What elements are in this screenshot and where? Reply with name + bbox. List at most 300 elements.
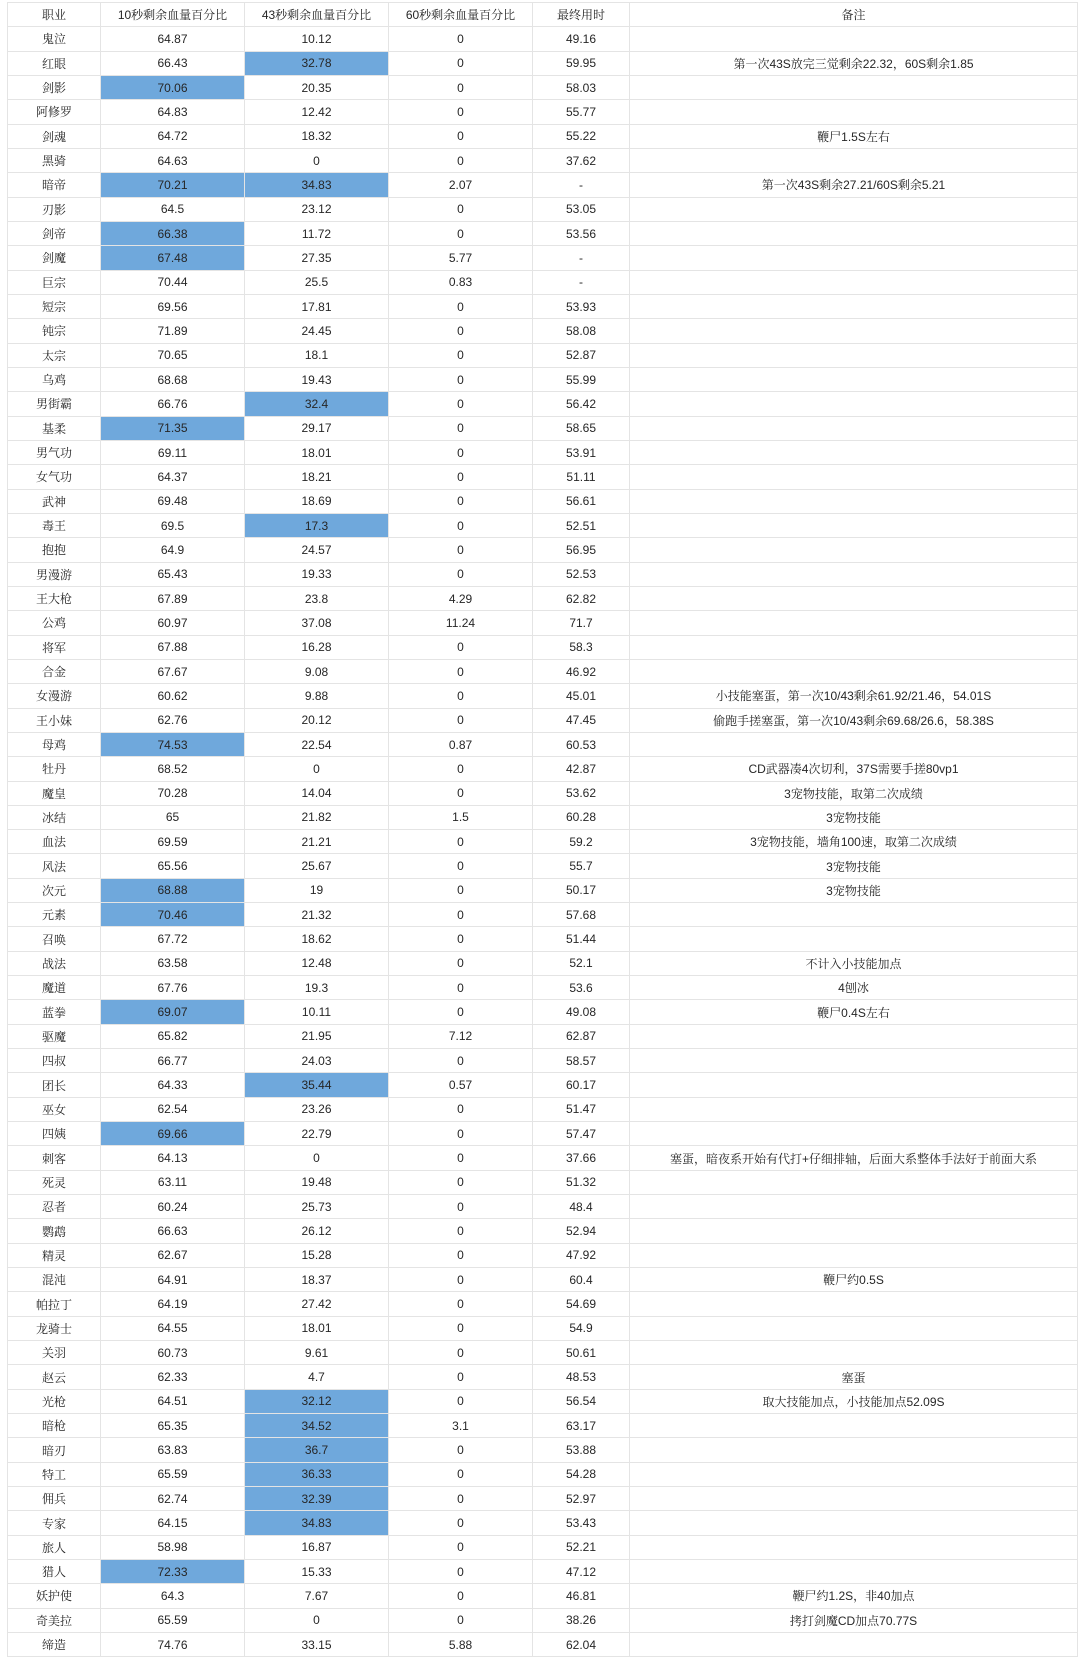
cell-ft[interactable]: 53.88 xyxy=(533,1438,630,1462)
cell-p10[interactable]: 68.88 xyxy=(101,878,245,902)
cell-p10[interactable]: 70.44 xyxy=(101,270,245,294)
cell-p43[interactable]: 10.12 xyxy=(245,27,389,51)
cell-note[interactable] xyxy=(630,635,1078,659)
cell-p60[interactable]: 0.83 xyxy=(389,270,533,294)
cell-p60[interactable]: 0 xyxy=(389,1243,533,1267)
cell-p60[interactable]: 3.1 xyxy=(389,1414,533,1438)
cell-p10[interactable]: 64.83 xyxy=(101,100,245,124)
cell-p10[interactable]: 66.77 xyxy=(101,1049,245,1073)
cell-note[interactable] xyxy=(630,27,1078,51)
cell-note[interactable]: 鞭尸约0.5S xyxy=(630,1268,1078,1292)
cell-c[interactable]: 阿修罗 xyxy=(8,100,101,124)
cell-p60[interactable]: 0 xyxy=(389,1049,533,1073)
column-header-p43[interactable]: 43秒剩余血量百分比 xyxy=(245,3,389,27)
cell-p60[interactable]: 1.5 xyxy=(389,805,533,829)
cell-p43[interactable]: 26.12 xyxy=(245,1219,389,1243)
cell-p43[interactable]: 9.88 xyxy=(245,684,389,708)
cell-p43[interactable]: 36.33 xyxy=(245,1462,389,1486)
cell-ft[interactable]: 52.21 xyxy=(533,1535,630,1559)
cell-p60[interactable]: 0 xyxy=(389,1511,533,1535)
cell-ft[interactable]: 46.81 xyxy=(533,1584,630,1608)
column-header-p10[interactable]: 10秒剩余血量百分比 xyxy=(101,3,245,27)
cell-c[interactable]: 蓝拳 xyxy=(8,1000,101,1024)
cell-ft[interactable]: 52.87 xyxy=(533,343,630,367)
cell-p10[interactable]: 65.59 xyxy=(101,1608,245,1632)
column-header-p60[interactable]: 60秒剩余血量百分比 xyxy=(389,3,533,27)
cell-p10[interactable]: 64.91 xyxy=(101,1268,245,1292)
cell-p43[interactable]: 10.11 xyxy=(245,1000,389,1024)
cell-ft[interactable]: 46.92 xyxy=(533,659,630,683)
cell-c[interactable]: 刺客 xyxy=(8,1146,101,1170)
cell-c[interactable]: 鹦鹉 xyxy=(8,1219,101,1243)
cell-p60[interactable]: 0 xyxy=(389,538,533,562)
cell-ft[interactable]: 62.87 xyxy=(533,1024,630,1048)
cell-c[interactable]: 专家 xyxy=(8,1511,101,1535)
cell-ft[interactable]: 47.12 xyxy=(533,1560,630,1584)
cell-p43[interactable]: 27.42 xyxy=(245,1292,389,1316)
cell-c[interactable]: 巨宗 xyxy=(8,270,101,294)
cell-note[interactable] xyxy=(630,659,1078,683)
cell-p10[interactable]: 71.35 xyxy=(101,416,245,440)
cell-p43[interactable]: 24.57 xyxy=(245,538,389,562)
cell-p60[interactable]: 0 xyxy=(389,27,533,51)
cell-ft[interactable]: 49.08 xyxy=(533,1000,630,1024)
cell-c[interactable]: 暗帝 xyxy=(8,173,101,197)
cell-note[interactable] xyxy=(630,538,1078,562)
cell-p43[interactable]: 19 xyxy=(245,878,389,902)
cell-p43[interactable]: 24.45 xyxy=(245,319,389,343)
cell-ft[interactable]: 60.4 xyxy=(533,1268,630,1292)
cell-p43[interactable]: 15.28 xyxy=(245,1243,389,1267)
cell-note[interactable] xyxy=(630,927,1078,951)
cell-p60[interactable]: 0 xyxy=(389,124,533,148)
cell-p10[interactable]: 65.43 xyxy=(101,562,245,586)
cell-note[interactable] xyxy=(630,513,1078,537)
cell-ft[interactable]: 60.28 xyxy=(533,805,630,829)
cell-note[interactable] xyxy=(630,367,1078,391)
cell-ft[interactable]: 53.05 xyxy=(533,197,630,221)
cell-c[interactable]: 死灵 xyxy=(8,1170,101,1194)
cell-p60[interactable]: 0 xyxy=(389,830,533,854)
cell-ft[interactable]: 49.16 xyxy=(533,27,630,51)
cell-c[interactable]: 将军 xyxy=(8,635,101,659)
cell-c[interactable]: 光枪 xyxy=(8,1389,101,1413)
cell-ft[interactable]: 59.2 xyxy=(533,830,630,854)
cell-p60[interactable]: 0.87 xyxy=(389,732,533,756)
cell-p10[interactable]: 70.21 xyxy=(101,173,245,197)
cell-p43[interactable]: 19.33 xyxy=(245,562,389,586)
cell-p43[interactable]: 37.08 xyxy=(245,611,389,635)
cell-p43[interactable]: 20.35 xyxy=(245,75,389,99)
cell-ft[interactable]: 62.82 xyxy=(533,586,630,610)
cell-c[interactable]: 牡丹 xyxy=(8,757,101,781)
cell-p43[interactable]: 18.32 xyxy=(245,124,389,148)
cell-p43[interactable]: 19.3 xyxy=(245,976,389,1000)
cell-p43[interactable]: 0 xyxy=(245,757,389,781)
cell-p10[interactable]: 74.53 xyxy=(101,732,245,756)
cell-p10[interactable]: 69.11 xyxy=(101,440,245,464)
cell-p60[interactable]: 0 xyxy=(389,1195,533,1219)
cell-p60[interactable]: 0 xyxy=(389,440,533,464)
cell-p60[interactable]: 0 xyxy=(389,367,533,391)
cell-note[interactable] xyxy=(630,1438,1078,1462)
cell-p10[interactable]: 60.73 xyxy=(101,1341,245,1365)
cell-note[interactable]: 塞蛋 xyxy=(630,1365,1078,1389)
cell-p60[interactable]: 0 xyxy=(389,75,533,99)
cell-p60[interactable]: 0 xyxy=(389,1365,533,1389)
cell-ft[interactable]: 57.68 xyxy=(533,903,630,927)
cell-p60[interactable]: 0 xyxy=(389,1316,533,1340)
cell-note[interactable]: 4刨冰 xyxy=(630,976,1078,1000)
cell-c[interactable]: 王大枪 xyxy=(8,586,101,610)
cell-note[interactable]: 3宠物技能 xyxy=(630,805,1078,829)
cell-ft[interactable]: 58.65 xyxy=(533,416,630,440)
cell-p10[interactable]: 64.72 xyxy=(101,124,245,148)
cell-note[interactable] xyxy=(630,197,1078,221)
cell-p10[interactable]: 65.56 xyxy=(101,854,245,878)
cell-c[interactable]: 合金 xyxy=(8,659,101,683)
cell-p10[interactable]: 63.11 xyxy=(101,1170,245,1194)
cell-p10[interactable]: 64.33 xyxy=(101,1073,245,1097)
cell-ft[interactable]: 55.77 xyxy=(533,100,630,124)
cell-c[interactable]: 乌鸡 xyxy=(8,367,101,391)
cell-p60[interactable]: 0 xyxy=(389,635,533,659)
cell-p43[interactable]: 7.67 xyxy=(245,1584,389,1608)
cell-ft[interactable]: 52.97 xyxy=(533,1487,630,1511)
cell-p43[interactable]: 18.21 xyxy=(245,465,389,489)
cell-note[interactable]: 取大技能加点，小技能加点52.09S xyxy=(630,1389,1078,1413)
cell-ft[interactable]: 51.11 xyxy=(533,465,630,489)
cell-p43[interactable]: 16.28 xyxy=(245,635,389,659)
cell-p10[interactable]: 60.97 xyxy=(101,611,245,635)
cell-ft[interactable]: 63.17 xyxy=(533,1414,630,1438)
cell-c[interactable]: 关羽 xyxy=(8,1341,101,1365)
cell-p10[interactable]: 62.74 xyxy=(101,1487,245,1511)
cell-p43[interactable]: 36.7 xyxy=(245,1438,389,1462)
cell-note[interactable] xyxy=(630,1511,1078,1535)
cell-c[interactable]: 缔造 xyxy=(8,1632,101,1656)
cell-p60[interactable]: 0 xyxy=(389,1146,533,1170)
cell-c[interactable]: 男气功 xyxy=(8,440,101,464)
cell-note[interactable] xyxy=(630,1560,1078,1584)
cell-p60[interactable]: 0 xyxy=(389,294,533,318)
cell-note[interactable] xyxy=(630,1341,1078,1365)
cell-p60[interactable]: 0 xyxy=(389,1462,533,1486)
cell-ft[interactable]: - xyxy=(533,173,630,197)
cell-p10[interactable]: 64.63 xyxy=(101,148,245,172)
cell-ft[interactable]: 62.04 xyxy=(533,1632,630,1656)
cell-ft[interactable]: 45.01 xyxy=(533,684,630,708)
cell-p10[interactable]: 65.59 xyxy=(101,1462,245,1486)
cell-p10[interactable]: 65.82 xyxy=(101,1024,245,1048)
cell-p10[interactable]: 64.15 xyxy=(101,1511,245,1535)
cell-note[interactable] xyxy=(630,1097,1078,1121)
cell-p10[interactable]: 69.07 xyxy=(101,1000,245,1024)
cell-c[interactable]: 巫女 xyxy=(8,1097,101,1121)
cell-p60[interactable]: 0 xyxy=(389,1487,533,1511)
cell-ft[interactable]: 50.17 xyxy=(533,878,630,902)
cell-c[interactable]: 短宗 xyxy=(8,294,101,318)
cell-p60[interactable]: 0 xyxy=(389,1268,533,1292)
cell-p10[interactable]: 67.67 xyxy=(101,659,245,683)
cell-note[interactable] xyxy=(630,1292,1078,1316)
cell-p10[interactable]: 66.63 xyxy=(101,1219,245,1243)
cell-p43[interactable]: 18.69 xyxy=(245,489,389,513)
cell-p43[interactable]: 9.61 xyxy=(245,1341,389,1365)
cell-p60[interactable]: 5.88 xyxy=(389,1632,533,1656)
cell-ft[interactable]: 47.92 xyxy=(533,1243,630,1267)
cell-p10[interactable]: 69.66 xyxy=(101,1122,245,1146)
cell-p43[interactable]: 12.48 xyxy=(245,951,389,975)
cell-p43[interactable]: 21.32 xyxy=(245,903,389,927)
cell-p10[interactable]: 63.58 xyxy=(101,951,245,975)
cell-p43[interactable]: 32.39 xyxy=(245,1487,389,1511)
cell-p10[interactable]: 60.24 xyxy=(101,1195,245,1219)
cell-note[interactable] xyxy=(630,1316,1078,1340)
cell-p43[interactable]: 17.81 xyxy=(245,294,389,318)
cell-note[interactable]: 塞蛋，暗夜系开始有代打+仔细排轴，后面大系整体手法好于前面大系 xyxy=(630,1146,1078,1170)
cell-p60[interactable]: 0 xyxy=(389,319,533,343)
cell-ft[interactable]: 58.08 xyxy=(533,319,630,343)
cell-p10[interactable]: 69.5 xyxy=(101,513,245,537)
cell-ft[interactable]: 55.22 xyxy=(533,124,630,148)
cell-p10[interactable]: 64.37 xyxy=(101,465,245,489)
cell-ft[interactable]: 71.7 xyxy=(533,611,630,635)
cell-note[interactable] xyxy=(630,100,1078,124)
cell-p43[interactable]: 18.37 xyxy=(245,1268,389,1292)
cell-c[interactable]: 男街霸 xyxy=(8,392,101,416)
cell-note[interactable] xyxy=(630,1073,1078,1097)
cell-p10[interactable]: 64.3 xyxy=(101,1584,245,1608)
cell-c[interactable]: 召唤 xyxy=(8,927,101,951)
cell-p43[interactable]: 22.54 xyxy=(245,732,389,756)
cell-ft[interactable]: 57.47 xyxy=(533,1122,630,1146)
cell-c[interactable]: 驱魔 xyxy=(8,1024,101,1048)
cell-note[interactable] xyxy=(630,1122,1078,1146)
cell-p10[interactable]: 62.67 xyxy=(101,1243,245,1267)
cell-p10[interactable]: 64.51 xyxy=(101,1389,245,1413)
cell-note[interactable] xyxy=(630,1170,1078,1194)
cell-note[interactable] xyxy=(630,1462,1078,1486)
cell-note[interactable] xyxy=(630,148,1078,172)
cell-p43[interactable]: 21.21 xyxy=(245,830,389,854)
cell-p60[interactable]: 0 xyxy=(389,562,533,586)
cell-note[interactable] xyxy=(630,1049,1078,1073)
cell-p43[interactable]: 25.67 xyxy=(245,854,389,878)
cell-c[interactable]: 王小妹 xyxy=(8,708,101,732)
cell-p10[interactable]: 68.52 xyxy=(101,757,245,781)
cell-p60[interactable]: 0 xyxy=(389,416,533,440)
cell-ft[interactable]: 53.93 xyxy=(533,294,630,318)
cell-c[interactable]: 精灵 xyxy=(8,1243,101,1267)
cell-p60[interactable]: 0 xyxy=(389,903,533,927)
cell-note[interactable]: 3宠物技能 xyxy=(630,878,1078,902)
cell-c[interactable]: 猎人 xyxy=(8,1560,101,1584)
cell-p60[interactable]: 0 xyxy=(389,927,533,951)
cell-p60[interactable]: 5.77 xyxy=(389,246,533,270)
cell-note[interactable]: 第一次43S剩余27.21/60S剩余5.21 xyxy=(630,173,1078,197)
cell-p60[interactable]: 0 xyxy=(389,659,533,683)
cell-ft[interactable]: 52.1 xyxy=(533,951,630,975)
cell-p60[interactable]: 0 xyxy=(389,392,533,416)
cell-ft[interactable]: 54.28 xyxy=(533,1462,630,1486)
cell-note[interactable]: 拷打剑魔CD加点70.77S xyxy=(630,1608,1078,1632)
cell-c[interactable]: 公鸡 xyxy=(8,611,101,635)
cell-ft[interactable]: 56.61 xyxy=(533,489,630,513)
cell-note[interactable] xyxy=(630,562,1078,586)
cell-c[interactable]: 四叔 xyxy=(8,1049,101,1073)
cell-p60[interactable]: 0 xyxy=(389,513,533,537)
cell-p60[interactable]: 11.24 xyxy=(389,611,533,635)
cell-p60[interactable]: 0 xyxy=(389,343,533,367)
cell-ft[interactable]: 58.03 xyxy=(533,75,630,99)
cell-p10[interactable]: 64.13 xyxy=(101,1146,245,1170)
cell-p43[interactable]: 0 xyxy=(245,1146,389,1170)
cell-p10[interactable]: 60.62 xyxy=(101,684,245,708)
cell-c[interactable]: 团长 xyxy=(8,1073,101,1097)
cell-c[interactable]: 剑帝 xyxy=(8,221,101,245)
column-header-note[interactable]: 备注 xyxy=(630,3,1078,27)
cell-ft[interactable]: 60.17 xyxy=(533,1073,630,1097)
cell-p43[interactable]: 34.52 xyxy=(245,1414,389,1438)
cell-note[interactable] xyxy=(630,465,1078,489)
cell-note[interactable] xyxy=(630,1195,1078,1219)
cell-c[interactable]: 旅人 xyxy=(8,1535,101,1559)
cell-ft[interactable]: 54.9 xyxy=(533,1316,630,1340)
cell-c[interactable]: 太宗 xyxy=(8,343,101,367)
cell-ft[interactable]: 54.69 xyxy=(533,1292,630,1316)
cell-p60[interactable]: 0 xyxy=(389,1560,533,1584)
cell-ft[interactable]: 48.53 xyxy=(533,1365,630,1389)
cell-p60[interactable]: 0 xyxy=(389,148,533,172)
cell-p10[interactable]: 68.68 xyxy=(101,367,245,391)
cell-note[interactable] xyxy=(630,1243,1078,1267)
cell-ft[interactable]: 52.51 xyxy=(533,513,630,537)
column-header-ft[interactable]: 最终用时 xyxy=(533,3,630,27)
cell-p43[interactable]: 25.5 xyxy=(245,270,389,294)
cell-p43[interactable]: 18.01 xyxy=(245,1316,389,1340)
cell-p43[interactable]: 0 xyxy=(245,1608,389,1632)
cell-ft[interactable]: 53.62 xyxy=(533,781,630,805)
cell-p43[interactable]: 34.83 xyxy=(245,1511,389,1535)
cell-c[interactable]: 毒王 xyxy=(8,513,101,537)
cell-note[interactable] xyxy=(630,611,1078,635)
cell-p60[interactable]: 0 xyxy=(389,221,533,245)
cell-p10[interactable]: 74.76 xyxy=(101,1632,245,1656)
cell-p43[interactable]: 9.08 xyxy=(245,659,389,683)
cell-p60[interactable]: 0 xyxy=(389,757,533,781)
cell-ft[interactable]: 50.61 xyxy=(533,1341,630,1365)
cell-c[interactable]: 抱抱 xyxy=(8,538,101,562)
cell-note[interactable]: 鞭尸1.5S左右 xyxy=(630,124,1078,148)
cell-p10[interactable]: 65 xyxy=(101,805,245,829)
cell-c[interactable]: 剑魔 xyxy=(8,246,101,270)
column-header-c[interactable]: 职业 xyxy=(8,3,101,27)
cell-ft[interactable]: 37.66 xyxy=(533,1146,630,1170)
cell-c[interactable]: 女漫游 xyxy=(8,684,101,708)
cell-c[interactable]: 武神 xyxy=(8,489,101,513)
cell-ft[interactable]: 37.62 xyxy=(533,148,630,172)
cell-ft[interactable]: 53.56 xyxy=(533,221,630,245)
cell-p60[interactable]: 0 xyxy=(389,1608,533,1632)
cell-c[interactable]: 暗枪 xyxy=(8,1414,101,1438)
cell-p10[interactable]: 66.43 xyxy=(101,51,245,75)
cell-p43[interactable]: 19.43 xyxy=(245,367,389,391)
cell-ft[interactable]: 55.7 xyxy=(533,854,630,878)
cell-c[interactable]: 战法 xyxy=(8,951,101,975)
cell-note[interactable]: 鞭尸约1.2S，非40加点 xyxy=(630,1584,1078,1608)
cell-p10[interactable]: 67.88 xyxy=(101,635,245,659)
cell-c[interactable]: 风法 xyxy=(8,854,101,878)
cell-p43[interactable]: 35.44 xyxy=(245,1073,389,1097)
cell-note[interactable] xyxy=(630,270,1078,294)
cell-c[interactable]: 次元 xyxy=(8,878,101,902)
cell-p60[interactable]: 0 xyxy=(389,951,533,975)
cell-p43[interactable]: 20.12 xyxy=(245,708,389,732)
cell-p10[interactable]: 62.76 xyxy=(101,708,245,732)
cell-ft[interactable]: 51.32 xyxy=(533,1170,630,1194)
cell-p60[interactable]: 0 xyxy=(389,708,533,732)
cell-c[interactable]: 四姨 xyxy=(8,1122,101,1146)
cell-p10[interactable]: 70.06 xyxy=(101,75,245,99)
cell-p10[interactable]: 72.33 xyxy=(101,1560,245,1584)
cell-p60[interactable]: 4.29 xyxy=(389,586,533,610)
cell-p10[interactable]: 69.59 xyxy=(101,830,245,854)
cell-p10[interactable]: 67.89 xyxy=(101,586,245,610)
cell-c[interactable]: 魔皇 xyxy=(8,781,101,805)
cell-p43[interactable]: 11.72 xyxy=(245,221,389,245)
cell-note[interactable] xyxy=(630,246,1078,270)
cell-p43[interactable]: 29.17 xyxy=(245,416,389,440)
cell-p43[interactable]: 32.78 xyxy=(245,51,389,75)
cell-note[interactable]: 不计入小技能加点 xyxy=(630,951,1078,975)
cell-note[interactable]: 偷跑手搓塞蛋，第一次10/43剩余69.68/26.6，58.38S xyxy=(630,708,1078,732)
cell-c[interactable]: 钝宗 xyxy=(8,319,101,343)
cell-note[interactable] xyxy=(630,903,1078,927)
cell-p43[interactable]: 0 xyxy=(245,148,389,172)
cell-p10[interactable]: 69.56 xyxy=(101,294,245,318)
cell-note[interactable] xyxy=(630,294,1078,318)
cell-c[interactable]: 魔道 xyxy=(8,976,101,1000)
cell-p60[interactable]: 0 xyxy=(389,684,533,708)
cell-note[interactable] xyxy=(630,1414,1078,1438)
cell-p60[interactable]: 0 xyxy=(389,878,533,902)
cell-note[interactable]: 鞭尸0.4S左右 xyxy=(630,1000,1078,1024)
cell-p10[interactable]: 70.65 xyxy=(101,343,245,367)
cell-note[interactable] xyxy=(630,732,1078,756)
cell-p60[interactable]: 0 xyxy=(389,197,533,221)
cell-ft[interactable]: 53.43 xyxy=(533,1511,630,1535)
cell-p60[interactable]: 0 xyxy=(389,1122,533,1146)
cell-p60[interactable]: 0 xyxy=(389,1389,533,1413)
cell-ft[interactable]: 53.6 xyxy=(533,976,630,1000)
cell-note[interactable] xyxy=(630,1024,1078,1048)
cell-p60[interactable]: 0 xyxy=(389,100,533,124)
cell-c[interactable]: 血法 xyxy=(8,830,101,854)
cell-c[interactable]: 黑骑 xyxy=(8,148,101,172)
cell-c[interactable]: 元素 xyxy=(8,903,101,927)
cell-p10[interactable]: 64.87 xyxy=(101,27,245,51)
cell-p10[interactable]: 64.55 xyxy=(101,1316,245,1340)
cell-p43[interactable]: 32.4 xyxy=(245,392,389,416)
cell-ft[interactable]: 47.45 xyxy=(533,708,630,732)
cell-note[interactable]: CD武器凑4次切利，37S需要手搓80vp1 xyxy=(630,757,1078,781)
cell-ft[interactable]: 58.57 xyxy=(533,1049,630,1073)
cell-p60[interactable]: 0 xyxy=(389,489,533,513)
cell-p43[interactable]: 17.3 xyxy=(245,513,389,537)
cell-p60[interactable]: 0 xyxy=(389,1097,533,1121)
cell-ft[interactable]: 60.53 xyxy=(533,732,630,756)
